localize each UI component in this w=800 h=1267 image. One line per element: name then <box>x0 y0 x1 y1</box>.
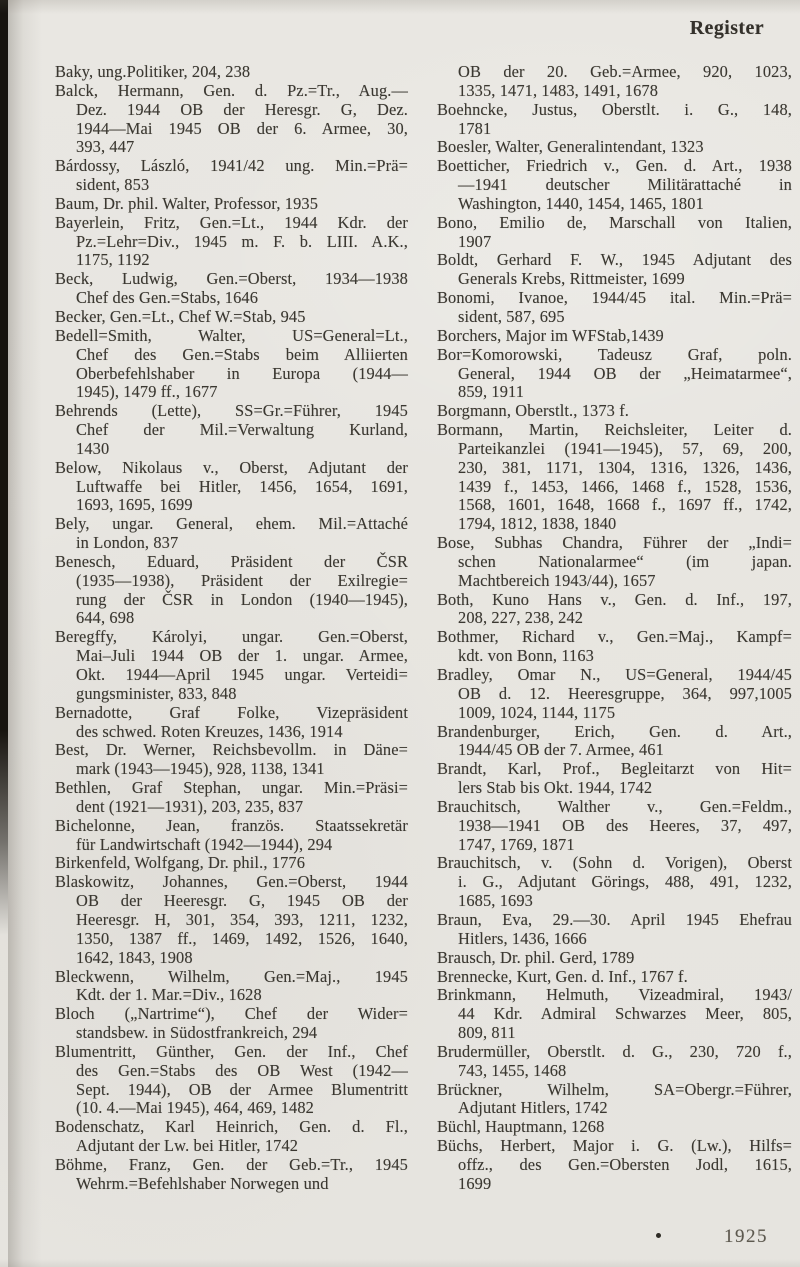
entry-line: 1430 <box>76 438 110 458</box>
entry-line: Brauchitsch, v. (Sohn d. Vorigen), Oberst <box>437 853 792 873</box>
index-entry <box>55 1043 408 1118</box>
entry-line: schen Nationalarmee“ (im japan. <box>458 551 792 571</box>
entry-line: 44 Kdr. Admiral Schwarzes Meer, 805, <box>458 1004 792 1024</box>
index-entry <box>437 251 792 289</box>
entry-line: 1699 <box>458 1173 492 1193</box>
entry-line: Bormann, Martin, Reichsleiter, Leiter d. <box>437 420 792 440</box>
entry-line: Brinkmann, Helmuth, Vizeadmiral, 1943/ <box>437 985 792 1005</box>
entry-line: Bor=Komorowski, Tadeusz Graf, poln. <box>437 344 792 364</box>
entry-line: Balck, Hermann, Gen. d. Pz.=Tr., Aug.— <box>55 80 408 100</box>
entry-line: 644, 698 <box>76 608 135 628</box>
entry-line: 1642, 1843, 1908 <box>76 947 193 967</box>
entry-line: 1350, 1387 ff., 1469, 1492, 1526, 1640, <box>76 928 408 948</box>
index-entry <box>437 1137 792 1194</box>
running-head: Register <box>689 17 764 39</box>
entry-line: Bradley, Omar N., US=General, 1944/45 <box>437 665 792 684</box>
index-entry <box>437 591 792 629</box>
index-entry <box>437 534 792 591</box>
entry-line: Bose, Subhas Chandra, Führer der „Indi= <box>437 533 792 553</box>
entry-line: Machtbereich 1943/44), 1657 <box>458 570 656 590</box>
index-entry <box>55 515 408 553</box>
entry-line: Brennecke, Kurt, Gen. d. Inf., 1767 f. <box>437 966 688 986</box>
entry-line: Boehncke, Justus, Oberstlt. i. G., 148, <box>437 99 792 119</box>
entry-line: Brudermüller, Oberstlt. d. G., 230, 720 f., <box>437 1041 792 1061</box>
index-entry <box>437 854 792 911</box>
entry-line: Boesler, Walter, Generalintendant, 1323 <box>437 137 704 157</box>
scan-edge-shadow <box>8 0 42 1267</box>
entry-line: Generals Krebs, Rittmeister, 1699 <box>458 269 685 289</box>
entry-line: Washington, 1440, 1454, 1465, 1801 <box>458 193 704 213</box>
entry-line: Bethlen, Graf Stephan, ungar. Min.=Präsi= <box>55 778 408 798</box>
index-entry <box>437 986 792 1043</box>
entry-line: des Gen.=Stabs des OB West (1942— <box>76 1060 408 1080</box>
index-entry <box>55 628 408 703</box>
entry-line: Bedell=Smith, Walter, US=General=Lt., <box>55 325 408 345</box>
entry-line: Benesch, Eduard, Präsident der ČSR <box>55 551 408 571</box>
entry-line: OB d. 12. Heeresgruppe, 364, 997,1005 <box>458 683 792 703</box>
entry-line: Luftwaffe bei Hitler, 1456, 1654, 1691, <box>76 476 408 496</box>
entry-line: Boetticher, Friedrich v., Gen. d. Art., 1938 <box>437 156 792 176</box>
index-entry <box>437 289 792 327</box>
entry-line: Behrends (Lette), SS=Gr.=Führer, 1945 <box>55 401 408 421</box>
page-number: 1925 <box>724 1226 768 1247</box>
index-entry <box>55 1156 408 1194</box>
entry-line: lers Stab bis Okt. 1944, 1742 <box>458 778 653 798</box>
entry-line: sident, 587, 695 <box>458 306 565 326</box>
entry-line: Best, Dr. Werner, Reichsbevollm. in Däne= <box>55 740 408 760</box>
entry-line: Okt. 1944—April 1945 ungar. Verteidi= <box>76 665 408 684</box>
index-entry <box>55 157 408 195</box>
entry-line: 1439 f., 1453, 1466, 1468 f., 1528, 1536, <box>458 476 792 496</box>
index-entry <box>55 459 408 516</box>
entry-line: 1945), 1479 ff., 1677 <box>76 382 218 402</box>
index-entry <box>437 666 792 723</box>
entry-line: Brausch, Dr. phil. Gerd, 1789 <box>437 947 635 967</box>
entry-line: 1938—1941 OB des Heeres, 37, 497, <box>458 815 792 835</box>
index-entry <box>437 346 792 403</box>
index-entry <box>437 138 792 157</box>
index-entry <box>437 214 792 252</box>
entry-line: 1794, 1812, 1838, 1840 <box>458 514 617 534</box>
index-entry <box>55 854 408 873</box>
index-entry <box>437 1118 792 1137</box>
entry-line: 743, 1455, 1468 <box>458 1060 567 1080</box>
entry-line: Chef des Gen.=Stabs beim Alliierten <box>76 344 408 364</box>
entry-line: Brandenburger, Erich, Gen. d. Art., <box>437 721 792 741</box>
entry-line: Büchs, Herbert, Major i. G. (Lw.), Hilfs= <box>437 1136 792 1156</box>
entry-line: standsbew. in Südostfrankreich, 294 <box>76 1023 318 1043</box>
entry-line: Böhme, Franz, Gen. der Geb.=Tr., 1945 <box>55 1154 408 1174</box>
entry-line: Boldt, Gerhard F. W., 1945 Adjutant des <box>437 250 792 270</box>
entry-line: Mai–Juli 1944 OB der 1. ungar. Armee, <box>76 646 408 666</box>
entry-line: OB der Heeresgr. G, 1945 OB der <box>76 891 408 911</box>
entry-line: (1935—1938), Präsident der Exilregie= <box>76 570 408 590</box>
entry-line: Bodenschatz, Karl Heinrich, Gen. d. Fl., <box>55 1117 408 1137</box>
entry-line: gungsminister, 833, 848 <box>76 683 237 703</box>
index-entry <box>437 101 792 139</box>
index-entry <box>55 553 408 628</box>
entry-line: Adjutant der Lw. bei Hitler, 1742 <box>76 1136 299 1156</box>
entry-line: Pz.=Lehr=Div., 1945 m. F. b. LIII. A.K., <box>76 231 408 251</box>
index-entry <box>437 949 792 968</box>
index-entry <box>437 63 792 101</box>
entry-line: Kdt. der 1. Mar.=Div., 1628 <box>76 985 262 1005</box>
index-entry <box>55 704 408 742</box>
entry-line: 230, 381, 1171, 1304, 1316, 1326, 1436, <box>458 457 792 477</box>
entry-line: 1568, 1601, 1648, 1668 f., 1697 ff., 1742, <box>458 495 792 515</box>
index-entry <box>55 873 408 967</box>
entry-line: (10. 4.—Mai 1945), 464, 469, 1482 <box>76 1098 314 1118</box>
entry-line: 1009, 1024, 1144, 1175 <box>458 702 616 722</box>
entry-line: Becker, Gen.=Lt., Chef W.=Stab, 945 <box>55 306 306 326</box>
entry-line: Braun, Eva, 29.—30. April 1945 Ehefrau <box>437 909 792 929</box>
entry-line: in London, 837 <box>76 533 179 553</box>
entry-line: Brückner, Wilhelm, SA=Obergr.=Führer, <box>437 1079 792 1099</box>
index-entry <box>55 63 408 82</box>
index-entry <box>437 157 792 214</box>
entry-line: Below, Nikolaus v., Oberst, Adjutant der <box>55 457 408 477</box>
entry-line: Chef des Gen.=Stabs, 1646 <box>76 288 259 308</box>
index-entry <box>437 1081 792 1119</box>
entry-line: Bárdossy, László, 1941/42 ung. Min.=Prä= <box>55 156 408 176</box>
index-entry <box>55 968 408 1006</box>
index-entry <box>437 911 792 949</box>
entry-line: 1685, 1693 <box>458 891 533 911</box>
index-column-right <box>437 63 792 1194</box>
scan-edge <box>0 0 8 935</box>
entry-line: Brauchitsch, Walther v., Gen.=Feldm., <box>437 796 792 816</box>
index-entry <box>437 1043 792 1081</box>
entry-line: General, 1944 OB der „Heimatarmee“, <box>458 363 792 383</box>
entry-line: 1781 <box>458 118 492 138</box>
entry-line: Baum, Dr. phil. Walter, Professor, 1935 <box>55 193 319 213</box>
index-columns <box>55 63 792 1194</box>
index-entry <box>437 968 792 987</box>
entry-line: 1693, 1695, 1699 <box>76 495 193 515</box>
entry-line: dent (1921—1931), 203, 235, 837 <box>76 796 304 816</box>
entry-line: 1335, 1471, 1483, 1491, 1678 <box>458 80 659 100</box>
entry-line: 393, 447 <box>76 137 135 157</box>
entry-line: Birkenfeld, Wolfgang, Dr. phil., 1776 <box>55 853 306 873</box>
index-entry <box>55 779 408 817</box>
entry-line: Hitlers, 1436, 1666 <box>458 928 587 948</box>
entry-line: 208, 227, 238, 242 <box>458 608 584 628</box>
entry-line: Bothmer, Richard v., Gen.=Maj., Kampf= <box>437 627 792 647</box>
index-entry <box>437 723 792 761</box>
entry-line: 1944/45 OB der 7. Armee, 461 <box>458 740 664 760</box>
entry-line: sident, 853 <box>76 175 150 195</box>
entry-line: Heeresgr. H, 301, 354, 393, 1211, 1232, <box>76 909 408 929</box>
entry-line: Chef der Mil.=Verwaltung Kurland, <box>76 420 408 440</box>
entry-line: rung der ČSR in London (1940—1945), <box>76 589 408 609</box>
index-entry <box>437 628 792 666</box>
entry-line: i. G., Adjutant Görings, 488, 491, 1232, <box>458 872 792 892</box>
entry-line: für Landwirtschaft (1942—1944), 294 <box>76 834 333 854</box>
entry-line: Adjutant Hitlers, 1742 <box>458 1098 608 1118</box>
entry-line: Beregffy, Károlyi, ungar. Gen.=Oberst, <box>55 627 408 647</box>
entry-line: Bely, ungar. General, ehem. Mil.=Attaché <box>55 514 408 534</box>
index-entry <box>55 270 408 308</box>
entry-line: kdt. von Bonn, 1163 <box>458 646 594 666</box>
entry-line: Sept. 1944), OB der Armee Blumentritt <box>76 1079 408 1099</box>
entry-line: Dez. 1944 OB der Heresgr. G, Dez. <box>76 99 408 119</box>
top-edge-shadow <box>0 0 800 14</box>
entry-line: Bono, Emilio de, Marschall von Italien, <box>437 212 792 232</box>
entry-line: Bloch („Nartrime“), Chef der Wider= <box>55 1004 408 1024</box>
index-entry <box>55 741 408 779</box>
index-entry <box>437 402 792 421</box>
index-column-left <box>55 63 408 1194</box>
entry-line: —1941 deutscher Militärattaché in <box>458 175 792 195</box>
index-entry <box>55 1005 408 1043</box>
ink-speck <box>656 1233 661 1238</box>
index-entry <box>55 214 408 271</box>
entry-line: 1175, 1192 <box>76 250 150 270</box>
index-entry <box>437 327 792 346</box>
index-entry <box>437 421 792 534</box>
entry-line: Oberbefehlshaber in Europa (1944— <box>76 363 408 383</box>
index-entry <box>55 817 408 855</box>
entry-line: 809, 811 <box>458 1023 516 1043</box>
index-entry <box>55 195 408 214</box>
entry-line: Büchl, Hauptmann, 1268 <box>437 1117 605 1137</box>
entry-line: Brandt, Karl, Prof., Begleitarzt von Hit= <box>437 759 792 779</box>
bottom-edge-shadow <box>0 1259 800 1267</box>
entry-line: 859, 1911 <box>458 382 525 402</box>
index-entry <box>55 1118 408 1156</box>
entry-line: OB der 20. Geb.=Armee, 920, 1023, <box>458 62 792 81</box>
entry-line: Blumentritt, Günther, Gen. der Inf., Chef <box>55 1041 408 1061</box>
entry-line: mark (1943—1945), 928, 1138, 1341 <box>76 759 325 779</box>
entry-line: Baky, ung.Politiker, 204, 238 <box>55 62 251 81</box>
entry-line: Both, Kuno Hans v., Gen. d. Inf., 197, <box>437 589 792 609</box>
entry-line: Blaskowitz, Johannes, Gen.=Oberst, 1944 <box>55 872 408 892</box>
entry-line: Bernadotte, Graf Folke, Vizepräsident <box>55 702 408 722</box>
entry-line: 1747, 1769, 1871 <box>458 834 575 854</box>
index-entry <box>55 402 408 459</box>
entry-line: 1907 <box>458 231 492 251</box>
entry-line: Bayerlein, Fritz, Gen.=Lt., 1944 Kdr. der <box>55 212 408 232</box>
index-entry <box>437 798 792 855</box>
entry-line: Bleckwenn, Wilhelm, Gen.=Maj., 1945 <box>55 966 408 986</box>
entry-line: Bichelonne, Jean, französ. Staatssekretär <box>55 815 408 835</box>
index-entry <box>55 327 408 402</box>
entry-line: Bonomi, Ivanoe, 1944/45 ital. Min.=Prä= <box>437 288 792 308</box>
index-entry <box>437 760 792 798</box>
entry-line: 1944—Mai 1945 OB der 6. Armee, 30, <box>76 118 408 138</box>
entry-line: Wehrm.=Befehlshaber Norwegen und <box>76 1173 329 1193</box>
entry-line: Beck, Ludwig, Gen.=Oberst, 1934—1938 <box>55 269 408 289</box>
index-entry <box>55 82 408 157</box>
entry-line: Borchers, Major im WFStab,1439 <box>437 325 664 345</box>
entry-line: des schwed. Roten Kreuzes, 1436, 1914 <box>76 721 343 741</box>
entry-line: Parteikanzlei (1941—1945), 57, 69, 200, <box>458 438 792 458</box>
entry-line: Borgmann, Oberstlt., 1373 f. <box>437 401 629 421</box>
index-entry <box>55 308 408 327</box>
entry-line: offz., des Gen.=Obersten Jodl, 1615, <box>458 1154 792 1174</box>
